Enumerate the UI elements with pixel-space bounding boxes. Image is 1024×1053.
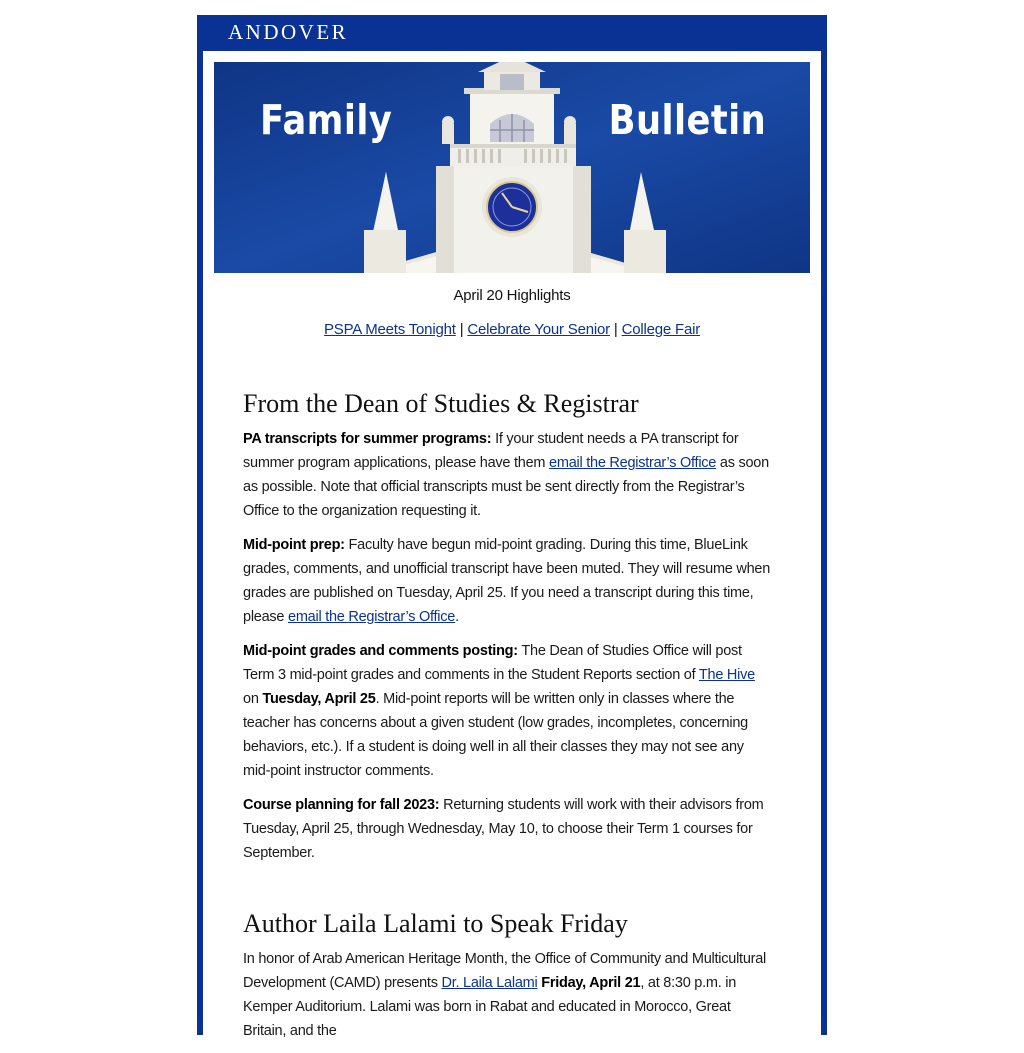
paragraph-text: . bbox=[455, 609, 459, 625]
bulletin-body bbox=[203, 51, 821, 1041]
main-content bbox=[243, 389, 773, 1053]
email-registrar-link[interactable]: email the Registrar’s Office bbox=[549, 455, 717, 471]
quick-links bbox=[203, 321, 821, 338]
paragraph-text: The Dean of Studies Office will post Term 3 mid-point grades and comments in the Student Reports section of bbox=[243, 643, 742, 683]
section-heading: From the Dean of Studies & Registrar bbox=[243, 389, 639, 418]
paragraph-midpoint-grades bbox=[243, 639, 773, 783]
author-section bbox=[243, 909, 773, 1043]
bold-date: Friday, April 21 bbox=[541, 975, 641, 991]
link-college-fair[interactable]: College Fair bbox=[621, 321, 701, 338]
paragraph-text: on bbox=[243, 691, 263, 707]
the-hive-link[interactable]: The Hive bbox=[698, 667, 755, 683]
bold-date: Tuesday, April 25 bbox=[262, 691, 376, 707]
link-separator: | bbox=[459, 321, 464, 338]
bulletin-frame bbox=[197, 15, 827, 1039]
paragraph-text: , at 8:30 p.m. in Kemper Auditorium. Lalami was born in Rabat and educated in Morocco, Great Britain, and the bbox=[243, 975, 737, 1039]
paragraph-text: Faculty have begun mid-point grading. During this time, BlueLink grades, comments, and unofficial transcript have been muted. They will resume when grades are published on Tuesday, April 25. If you need a transcript during this time, please bbox=[243, 537, 771, 625]
paragraph-text: If your student needs a PA transcript for summer program applications, please have them bbox=[243, 431, 739, 471]
brand-logo[interactable]: ANDOVER bbox=[228, 20, 349, 44]
email-registrar-link[interactable]: email the Registrar’s Office bbox=[288, 609, 456, 625]
paragraph-author-event bbox=[243, 947, 773, 1043]
link-separator: | bbox=[613, 321, 618, 338]
paragraph-text: In honor of Arab American Heritage Month, the Office of Community and Multicultural Development (CAMD) presents bbox=[243, 951, 766, 991]
paragraph-label: Mid-point prep: bbox=[243, 537, 345, 553]
paragraph-label: Mid-point grades and comments posting: bbox=[243, 643, 518, 659]
paragraph-label: Course planning for fall 2023: bbox=[243, 797, 440, 813]
paragraph-label: PA transcripts for summer programs: bbox=[243, 431, 492, 447]
paragraph-text: . Mid-point reports will be written only in classes where the teacher has concerns about a given student (low grades, incompletes, concerning behaviors, etc.). If a student is doing well in all their classes they may not see any mid-point instructor comments. bbox=[243, 691, 748, 779]
link-pspa-meets-tonight[interactable]: PSPA Meets Tonight bbox=[323, 321, 456, 338]
paragraph-course-planning bbox=[243, 793, 773, 865]
paragraph-midpoint-prep bbox=[243, 533, 773, 629]
laila-lalami-link[interactable]: Dr. Laila Lalami bbox=[441, 975, 538, 991]
dean-section bbox=[243, 389, 773, 865]
hero-title-left: Family bbox=[260, 96, 393, 144]
clock-tower-image bbox=[214, 62, 810, 273]
hero-title-right: Bulletin bbox=[608, 96, 766, 144]
section-heading: Author Laila Lalami to Speak Friday bbox=[243, 909, 628, 938]
highlights-title: April 20 Highlights bbox=[453, 287, 571, 304]
paragraph-text: as soon as possible. Note that official transcripts must be sent directly from the Registrar’s Office to the organization requesting it. bbox=[243, 455, 769, 519]
link-celebrate-your-senior[interactable]: Celebrate Your Senior bbox=[467, 321, 610, 338]
hero-banner bbox=[214, 62, 810, 273]
paragraph-text: Returning students will work with their advisors from Tuesday, April 25, through Wednesday, May 10, to choose their Term 1 courses for September. bbox=[243, 797, 764, 861]
paragraph-transcripts bbox=[243, 427, 773, 523]
